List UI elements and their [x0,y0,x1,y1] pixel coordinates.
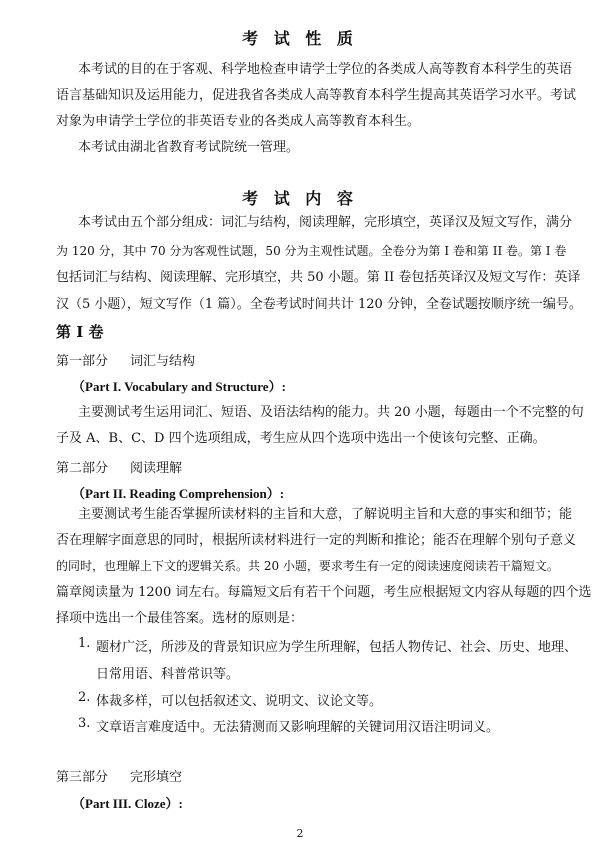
part-label: 第三部分 [56,770,109,785]
paragraph-line: 的同时，也理解上下文的逻辑关系。共 20 小题，要求考生有一定的阅读速度阅读若干篇短文。 [56,559,559,573]
paragraph-line: 子及 A、B、C、D 四个选项组成，考生应从四个选项中选出一个使该句完整、正确。 [56,431,546,446]
part-label: 第二部分 [56,461,109,476]
part-english-title: （Part II. Reading Comprehension）: [72,486,285,501]
list-item [78,636,578,655]
part-heading [56,457,182,476]
part-label: 第一部分 [56,354,109,369]
list-text: 题材广泛，所涉及的背景知识应为学生所理解，包括人物传记、社会、历史、地理、 [96,640,578,655]
list-text: 日常用语、科普常识等。 [96,667,240,682]
list-item [78,716,578,735]
paragraph-line: 否在理解字面意思的同时，根据所读材料进行一定的判断和推论；能否在理解个别句子意义 [56,533,577,548]
part-heading [56,350,195,369]
page-number: 2 [296,827,304,840]
paragraph-line: 主要测试考生运用词汇、短语、及语法结构的能力。共 20 小题，每题由一个不完整的句 [78,405,584,420]
paragraph-line: 语言基础知识及运用能力，促进我省各类成人高等教育本科学生提高其英语学习水平。考试 [56,88,577,103]
section-heading-nature: 考 试 性 质 [242,29,358,48]
section-heading-content: 考 试 内 容 [242,189,358,208]
part-english-title: （Part I. Vocabulary and Structure）: [72,379,286,394]
paragraph-line: 本考试由五个部分组成：词汇与结构，阅读理解，完形填空，英译汉及短文写作，满分 [78,215,573,230]
list-number: 2. [78,690,91,705]
list-number: 3. [78,716,91,731]
list-text: 体裁多样，可以包括叙述文、说明文、议论文等。 [96,694,383,709]
list-number: 1. [78,636,91,651]
paragraph-line: 包括词汇与结构、阅读理解、完形填空，共 50 小题。第 II 卷包括英译汉及短文写作：英译 [56,270,581,285]
list-item-continued [78,663,578,682]
paragraph-line: 本考试的目的在于客观、科学地检查申请学士学位的各类成人高等教育本科学生的英语 [78,62,573,77]
volume-title: 第 I 卷 [56,323,104,341]
list-item [78,690,578,709]
paragraph-line: 汉（5 小题），短文写作（1 篇）。全卷考试时间共计 120 分钟，全卷试题按顺序统一编号。 [56,297,582,312]
list-text: 文章语言难度适中。无法猜测而又影响理解的关键词用汉语注明词义。 [96,720,500,735]
paragraph-line: 为 120 分，其中 70 分为客观性试题，50 分为主观性试题。全卷分为第 I 卷和第 II 卷。第 I 卷 [56,244,567,258]
part-title: 词汇与结构 [130,354,196,369]
part-title: 阅读理解 [130,461,183,476]
paragraph-line: 篇章阅读量为 1200 词左右。每篇短文后有若干个问题，考生应根据短文内容从每题的四个选 [56,585,592,600]
part-heading [56,766,182,785]
paragraph-line: 择项中选出一个最佳答案。选材的原则是： [56,611,304,626]
part-title: 完形填空 [130,770,183,785]
part-english-title: （Part III. Cloze）: [72,796,183,811]
paragraph-line: 主要测试考生能否掌握所读材料的主旨和大意，了解说明主旨和大意的事实和细节；能 [78,507,573,522]
paragraph-line: 对象为申请学士学位的非英语专业的各类成人高等教育本科生。 [56,114,421,129]
paragraph-line: 本考试由湖北省教育考试院统一管理。 [78,140,300,155]
